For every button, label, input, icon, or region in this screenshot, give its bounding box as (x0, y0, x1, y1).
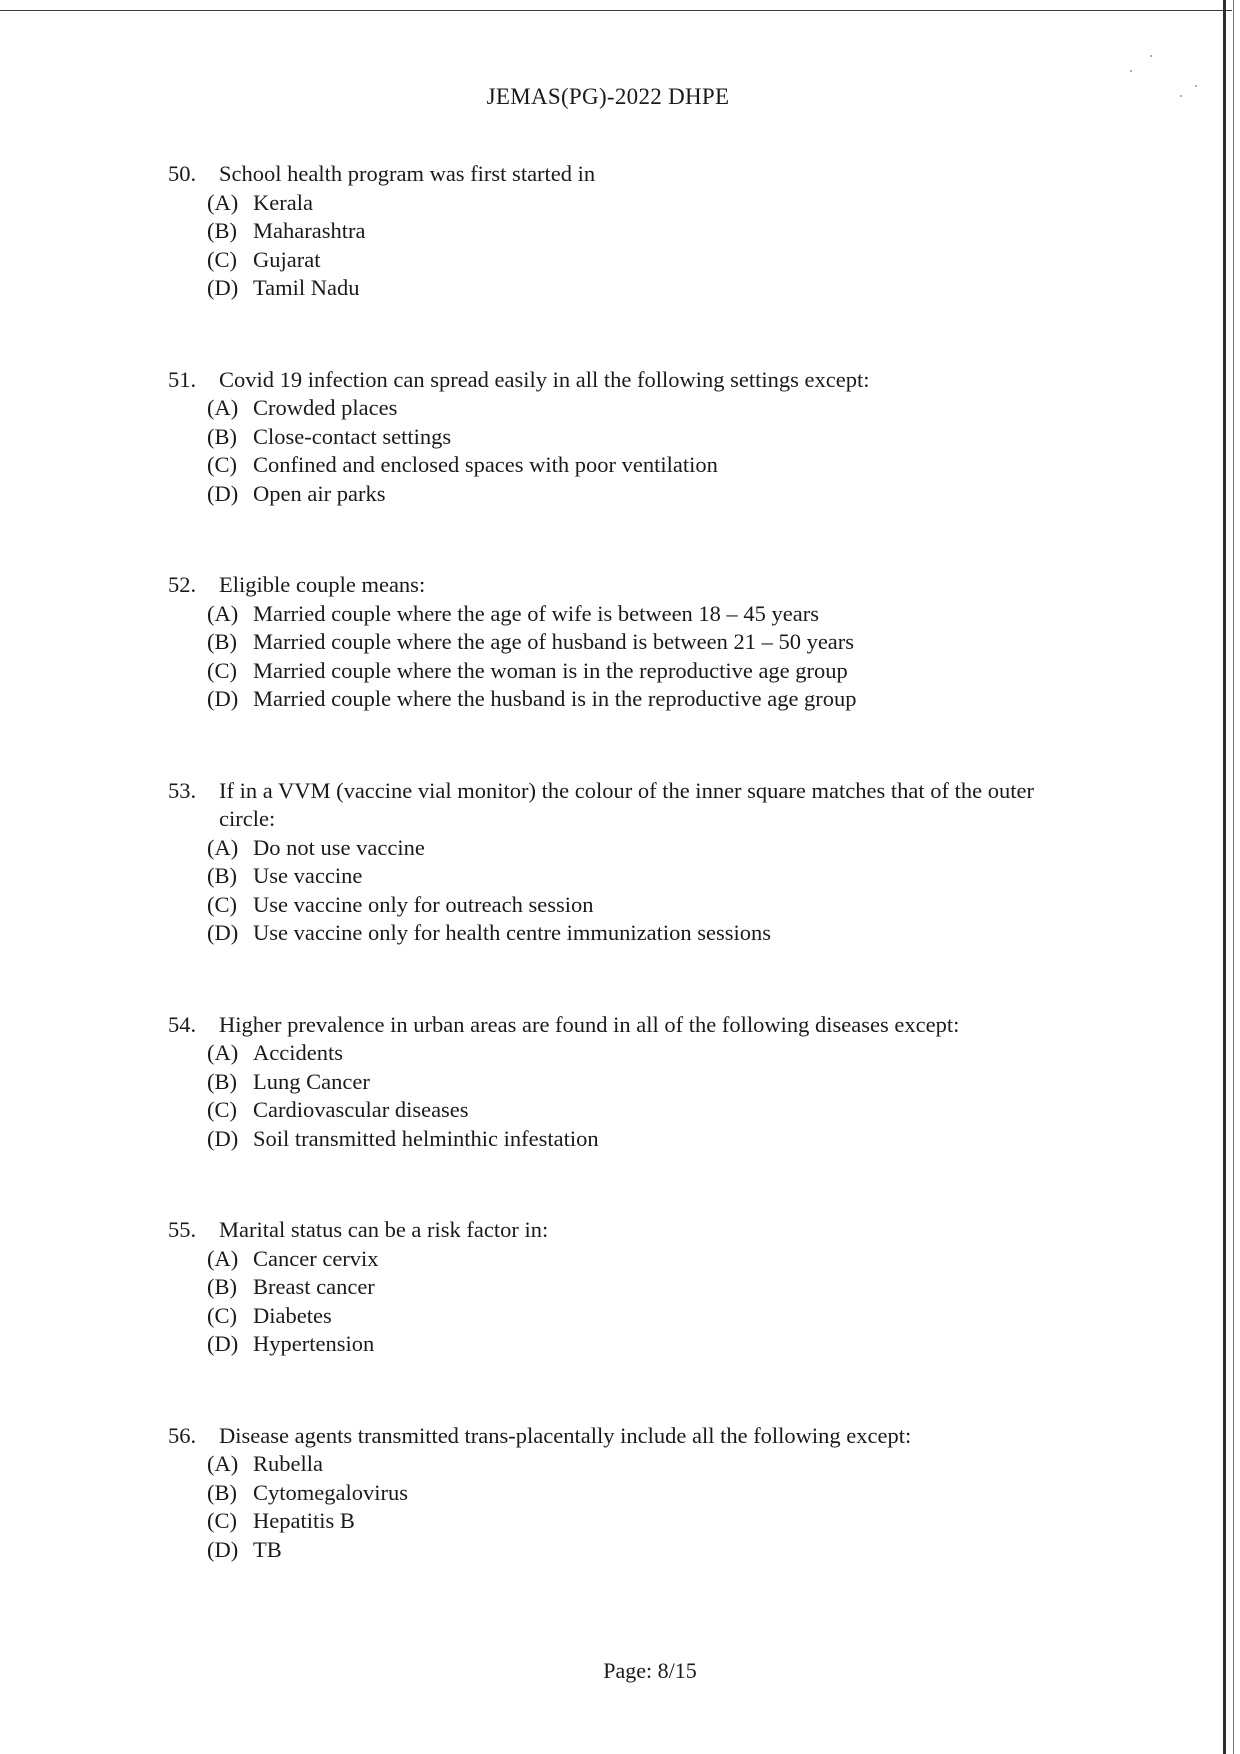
option-b (0, 1479, 1216, 1508)
option-c (0, 1507, 1216, 1536)
option-d (0, 274, 1216, 303)
option-text: Close-contact settings (253, 423, 452, 449)
option-text: Use vaccine only for outreach session (253, 891, 594, 917)
option-b (0, 217, 1216, 246)
option-list (0, 1039, 1216, 1153)
option-text: Breast cancer (253, 1274, 375, 1299)
option-letter: (D) (207, 1536, 239, 1562)
question-stem (0, 1216, 1216, 1245)
option-list (0, 189, 1216, 303)
scan-speck (1130, 70, 1132, 72)
option-list (0, 1450, 1216, 1564)
option-a (0, 1450, 1216, 1479)
option-letter: (A) (207, 1245, 239, 1271)
option-letter: (C) (207, 246, 237, 272)
option-letter: (D) (207, 480, 239, 506)
option-a (0, 1245, 1216, 1274)
question-text: Disease agents transmitted trans-placentally include all the following except: (219, 1422, 912, 1448)
option-a (0, 1039, 1216, 1068)
option-text: Gujarat (253, 246, 321, 272)
question-55 (0, 1216, 1216, 1359)
option-letter: (D) (207, 920, 239, 945)
option-letter: (B) (207, 423, 237, 449)
option-text: Married couple where the woman is in the reproductive age group (253, 657, 848, 683)
option-letter: (A) (207, 600, 239, 626)
option-b (0, 1068, 1216, 1097)
option-d (0, 919, 1216, 948)
question-list (0, 160, 1216, 1627)
option-b (0, 423, 1216, 452)
option-letter: (C) (207, 1302, 237, 1328)
option-b (0, 1273, 1216, 1302)
option-letter: (A) (207, 834, 239, 860)
option-d (0, 685, 1216, 714)
option-text: Do not use vaccine (253, 834, 425, 860)
question-text: Eligible couple means: (219, 572, 426, 597)
option-letter: (B) (207, 629, 237, 654)
option-text: Married couple where the husband is in the reproductive age group (253, 686, 857, 711)
question-stem (0, 1422, 1216, 1451)
option-text: Lung Cancer (253, 1068, 370, 1094)
option-text: Hepatitis B (253, 1508, 355, 1533)
option-c (0, 1302, 1216, 1331)
question-number: 53. (168, 777, 197, 803)
option-b (0, 628, 1216, 657)
option-d (0, 1330, 1216, 1359)
option-text: Kerala (253, 189, 313, 215)
question-stem (0, 571, 1216, 600)
option-letter: (B) (207, 1274, 237, 1299)
option-text: Diabetes (253, 1302, 332, 1328)
option-a (0, 394, 1216, 423)
question-number: 56. (168, 1422, 197, 1448)
question-stem (0, 777, 1216, 834)
question-stem (0, 366, 1216, 395)
question-number: 51. (168, 366, 197, 392)
option-a (0, 600, 1216, 629)
option-text: Soil transmitted helminthic infestation (253, 1125, 599, 1151)
scan-speck (1150, 55, 1152, 57)
option-list (0, 834, 1216, 948)
option-letter: (D) (207, 1331, 239, 1356)
question-text: If in a VVM (vaccine vial monitor) the colour of the inner square matches that of the outer circle: (219, 777, 1034, 831)
option-letter: (C) (207, 1508, 237, 1533)
scan-right-border-outer (1233, 0, 1234, 1754)
option-text: Rubella (253, 1451, 323, 1476)
option-c (0, 246, 1216, 275)
scan-top-border (0, 10, 1232, 11)
question-stem (0, 160, 1216, 189)
option-text: Married couple where the age of wife is between 18 – 45 years (253, 600, 820, 626)
option-d (0, 1536, 1216, 1565)
option-text: Hypertension (253, 1331, 375, 1356)
option-letter: (B) (207, 1068, 237, 1094)
option-list (0, 1245, 1216, 1359)
option-letter: (C) (207, 891, 237, 917)
option-d (0, 1125, 1216, 1154)
option-text: Accidents (253, 1040, 343, 1065)
option-letter: (D) (207, 1125, 239, 1151)
question-stem (0, 1011, 1216, 1040)
option-letter: (B) (207, 863, 237, 888)
page-number: Page: 8/15 (603, 1658, 697, 1683)
question-53 (0, 777, 1216, 948)
scan-right-border (1223, 0, 1226, 1754)
option-b (0, 862, 1216, 891)
option-text: Cancer cervix (253, 1245, 379, 1271)
question-56 (0, 1422, 1216, 1565)
option-list (0, 394, 1216, 508)
question-50 (0, 160, 1216, 303)
option-letter: (D) (207, 686, 239, 711)
option-text: Confined and enclosed spaces with poor ventilation (253, 452, 718, 477)
option-letter: (A) (207, 395, 239, 420)
option-list (0, 600, 1216, 714)
question-text: Marital status can be a risk factor in: (219, 1217, 549, 1242)
exam-header: JEMAS(PG)-2022 DHPE (486, 84, 730, 109)
option-a (0, 189, 1216, 218)
option-text: Cardiovascular diseases (253, 1097, 469, 1122)
option-c (0, 1096, 1216, 1125)
option-text: Maharashtra (253, 218, 366, 243)
question-text: Higher prevalence in urban areas are found in all of the following diseases except: (219, 1011, 960, 1037)
option-letter: (C) (207, 1097, 237, 1122)
option-letter: (C) (207, 452, 237, 477)
question-number: 52. (168, 572, 197, 597)
option-c (0, 657, 1216, 686)
option-text: Use vaccine only for health centre immunization sessions (253, 920, 771, 945)
option-text: Married couple where the age of husband is between 21 – 50 years (253, 629, 855, 654)
question-number: 54. (168, 1011, 197, 1037)
question-text: Covid 19 infection can spread easily in all the following settings except: (219, 366, 870, 392)
option-letter: (A) (207, 189, 239, 215)
question-52 (0, 571, 1216, 714)
option-c (0, 451, 1216, 480)
option-text: Use vaccine (253, 863, 363, 888)
option-text: Open air parks (253, 480, 386, 506)
option-letter: (C) (207, 657, 237, 683)
option-letter: (A) (207, 1451, 239, 1476)
option-letter: (A) (207, 1040, 239, 1065)
question-number: 55. (168, 1217, 197, 1242)
question-text: School health program was first started in (219, 161, 596, 186)
question-number: 50. (168, 161, 197, 186)
option-d (0, 480, 1216, 509)
option-text: Tamil Nadu (253, 275, 360, 300)
option-a (0, 834, 1216, 863)
option-c (0, 891, 1216, 920)
option-text: Cytomegalovirus (253, 1479, 408, 1505)
question-54 (0, 1011, 1216, 1154)
option-text: Crowded places (253, 395, 398, 420)
option-text: TB (253, 1536, 282, 1562)
question-51 (0, 366, 1216, 509)
option-letter: (B) (207, 1479, 237, 1505)
option-letter: (D) (207, 275, 239, 300)
option-letter: (B) (207, 218, 237, 243)
